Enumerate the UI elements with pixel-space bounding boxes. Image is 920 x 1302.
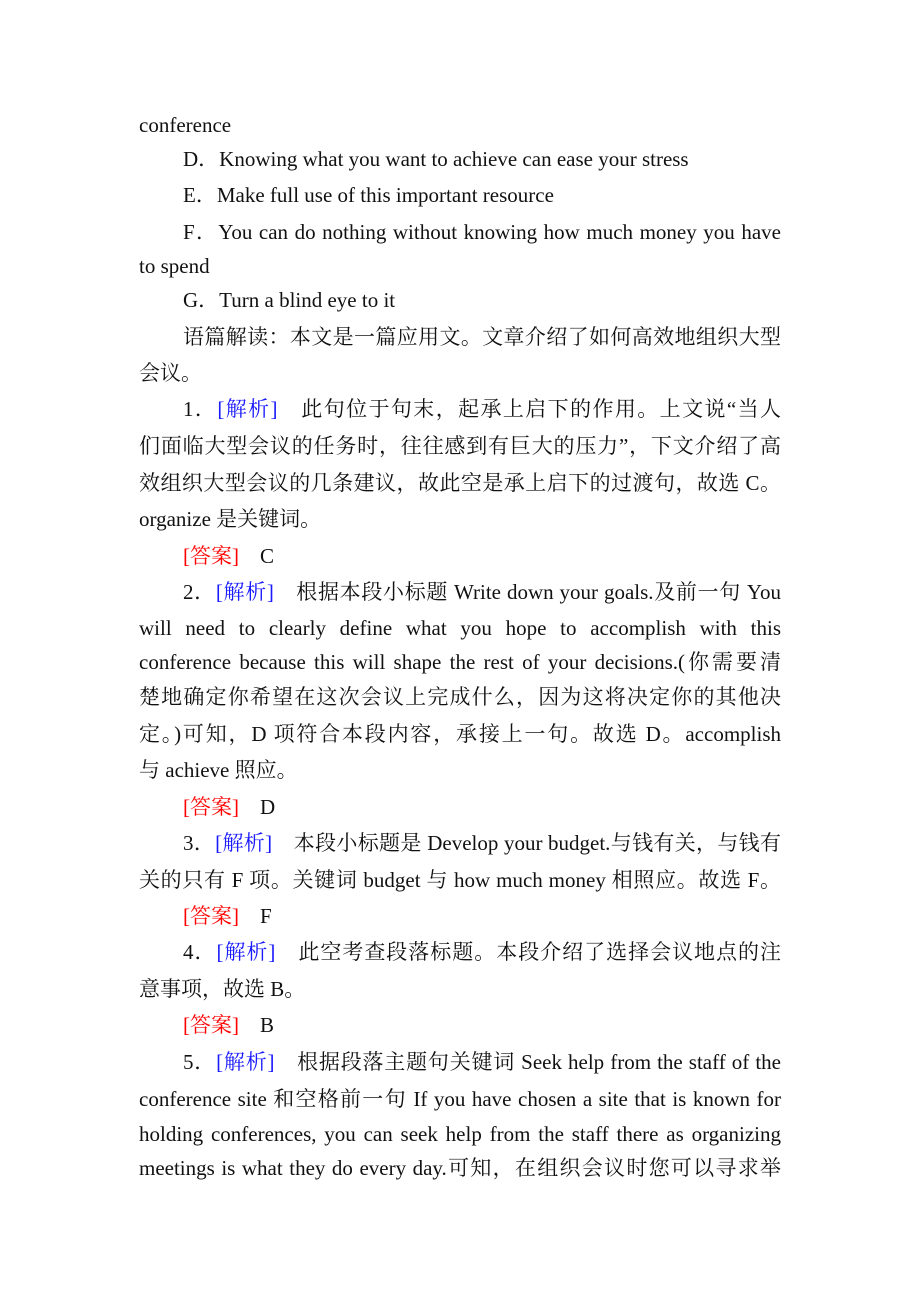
- text-line: [139, 614, 781, 642]
- answer-label: [答案]: [183, 904, 239, 928]
- text-segment: conference because this will shape the rest of your decisions.(你需要清: [139, 650, 781, 674]
- text-segment: 关的只有 F 项。关键词 budget 与 how much money 相照应。故选 F。: [139, 868, 781, 892]
- answer-label: [答案]: [183, 1013, 239, 1037]
- text-segment: 楚地确定你希望在这次会议上完成什么，因为这将决定你的其他决: [139, 685, 781, 709]
- text-line: [139, 756, 781, 784]
- text-segment: 定。)可知，D 项符合本段内容，承接上一句。故选 D。accomplish: [139, 722, 781, 746]
- text-segment: 此空考查段落标题。本段介绍了选择会议地点的注: [275, 940, 781, 964]
- text-segment: 1．: [183, 397, 218, 421]
- text-segment: D．Knowing what you want to achieve can ease your stress: [183, 147, 689, 171]
- text-line: [183, 542, 781, 570]
- text-line: [139, 111, 781, 139]
- text-segment: B: [239, 1013, 275, 1037]
- text-line: [139, 505, 781, 533]
- analysis-label: [解析]: [215, 580, 274, 604]
- text-line: [183, 181, 781, 209]
- analysis-label: [解析]: [216, 1050, 275, 1074]
- text-segment: will need to clearly define what you hope to accomplish with this: [139, 616, 781, 640]
- text-line: [183, 218, 781, 246]
- text-segment: 效组织大型会议的几条建议，故此空是承上启下的过渡句，故选 C。: [139, 471, 781, 495]
- analysis-label: [解析]: [217, 397, 278, 421]
- text-segment: 5．: [183, 1050, 217, 1074]
- text-segment: organize 是关键词。: [139, 507, 322, 531]
- text-line: [139, 866, 781, 894]
- text-segment: 与 achieve 照应。: [139, 758, 298, 782]
- text-line: [139, 683, 781, 711]
- text-segment: C: [239, 544, 275, 568]
- text-segment: 2．: [183, 580, 216, 604]
- text-line: [183, 395, 781, 423]
- text-line: [183, 1048, 781, 1076]
- text-segment: meetings is what they do every day.可知，在组织会议时您可以寻求举: [139, 1156, 781, 1180]
- text-line: [139, 252, 781, 280]
- analysis-label: [解析]: [216, 940, 276, 964]
- text-line: [183, 938, 781, 966]
- text-segment: 语篇解读：本文是一篇应用文。文章介绍了如何高效地组织大型: [183, 325, 781, 349]
- text-line: [183, 286, 781, 314]
- text-line: [139, 720, 781, 748]
- text-line: [183, 145, 781, 173]
- text-segment: 此句位于句末，起承上启下的作用。上文说“当人: [277, 397, 781, 421]
- text-segment: 根据本段小标题 Write down your goals.及前一句 You: [273, 580, 781, 604]
- text-line: [183, 323, 781, 351]
- text-line: [139, 1120, 781, 1148]
- text-line: [139, 1154, 781, 1182]
- text-segment: holding conferences, you can seek help from the staff there as organizing: [139, 1122, 781, 1146]
- text-segment: to spend: [139, 254, 210, 278]
- text-segment: 会议。: [139, 361, 202, 385]
- text-segment: 本段小标题是 Develop your budget.与钱有关，与钱有: [272, 831, 781, 855]
- text-line: [139, 1085, 781, 1113]
- text-segment: F．You can do nothing without knowing how much money you have: [183, 220, 781, 244]
- answer-label: [答案]: [183, 544, 239, 568]
- text-segment: conference site 和空格前一句 If you have chosen a site that is known for: [139, 1087, 781, 1111]
- text-line: [139, 975, 781, 1003]
- text-segment: E．Make full use of this important resource: [183, 183, 554, 207]
- text-segment: 根据段落主题句关键词 Seek help from the staff of the: [274, 1050, 781, 1074]
- text-segment: G．Turn a blind eye to it: [183, 288, 396, 312]
- text-segment: F: [239, 904, 272, 928]
- text-line: [183, 578, 781, 606]
- text-segment: conference: [139, 113, 232, 137]
- text-line: [139, 359, 781, 387]
- text-segment: 4．: [183, 940, 217, 964]
- answer-label: [答案]: [183, 795, 239, 819]
- text-line: [183, 1011, 781, 1039]
- text-segment: 3．: [183, 831, 216, 855]
- text-segment: 意事项，故选 B。: [139, 977, 306, 1001]
- text-line: [139, 648, 781, 676]
- text-segment: D: [239, 795, 276, 819]
- text-line: [183, 902, 781, 930]
- text-line: [139, 432, 781, 460]
- text-segment: 们面临大型会议的任务时，往往感到有巨大的压力”，下文介绍了高: [139, 434, 781, 458]
- text-line: [183, 793, 781, 821]
- analysis-label: [解析]: [215, 831, 273, 855]
- text-line: [183, 829, 781, 857]
- text-line: [139, 469, 781, 497]
